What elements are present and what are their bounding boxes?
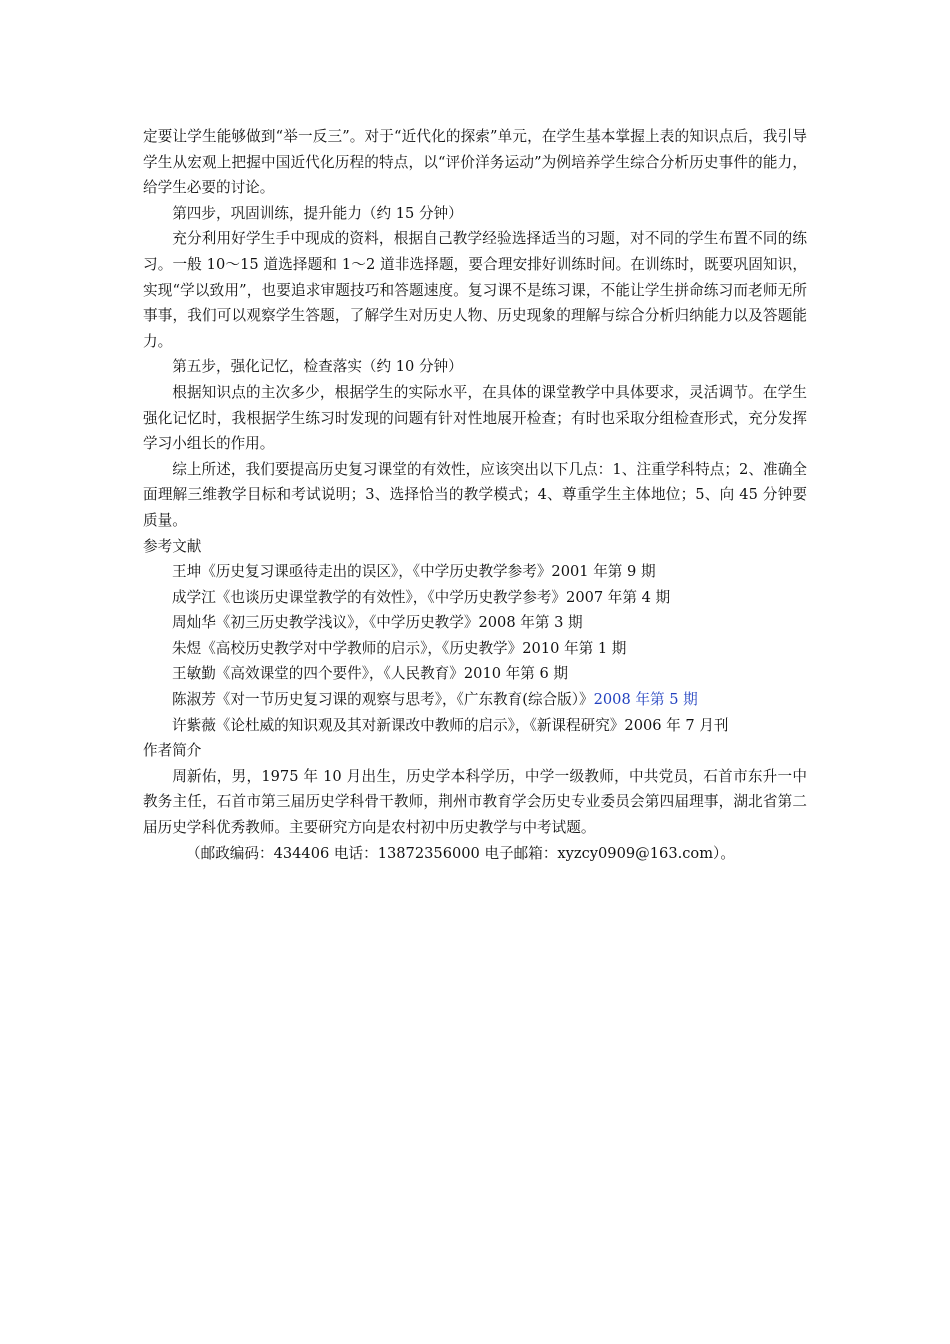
reference-item: 王坤《历史复习课亟待走出的误区》，《中学历史教学参考》2001 年第 9 期	[172, 563, 656, 581]
paragraph-intro: 定要让学生能够做到“举一反三”。对于“近代化的探索”单元，在学生基本掌握上表的知识点后，我引导学生从宏观上把握中国近代化历程的特点，以“评价洋务运动”为例培养学生综合分析历史事件的能力，给学生必要的讨论。	[143, 128, 807, 197]
reference-item-6-issue-link[interactable]: 2008 年第 5 期	[593, 691, 698, 709]
author-contact: （邮政编码：434406 电话：13872356000 电子邮箱：xyzcy0909@163.com）。	[186, 844, 735, 862]
step4-title: 第四步，巩固训练，提升能力（约 15 分钟）	[172, 204, 463, 222]
reference-item-6-text: 陈淑芳《对一节历史复习课的观察与思考》，《广东教育(综合版）》	[172, 691, 594, 709]
paragraph-step4: 充分利用好学生手中现成的资料，根据自己教学经验选择适当的习题，对不同的学生布置不同的练习。一般 10～15 道选择题和 1～2 道非选择题，要合理安排好训练时间。在训练时，既要巩固知识，实现“学以致用”，也要追求审题技巧和答题速度。复习课不是练习课，不能让学生拼命练习而老师无所事事，我们可以观察学生答题，了解学生对历史人物、历史现象的理解与综合分析归纳能力以及答题能力。	[143, 230, 807, 350]
reference-item: 朱煜《高校历史教学对中学教师的启示》，《历史教学》2010 年第 1 期	[172, 639, 627, 657]
reference-item: 周灿华《初三历史教学浅议》，《中学历史教学》2008 年第 3 期	[172, 614, 583, 632]
paragraph-step5: 根据知识点的主次多少，根据学生的实际水平，在具体的课堂教学中具体要求，灵活调节。在学生强化记忆时，我根据学生练习时发现的问题有针对性地展开检查；有时也采取分组检查形式，充分发挥学习小组长的作用。	[143, 383, 807, 453]
step5-title: 第五步，强化记忆，检查落实（约 10 分钟）	[172, 358, 463, 376]
author-bio: 周新佑，男，1975 年 10 月出生，历史学本科学历，中学一级教师，中共党员，石首市东升一中教务主任，石首市第三届历史学科骨干教师，荆州市教育学会历史专业委员会第四届理事，湖北省第二届历史学科优秀教师。主要研究方向是农村初中历史教学与中考试题。	[143, 767, 807, 837]
paragraph-summary: 综上所述，我们要提高历史复习课堂的有效性，应该突出以下几点：1、注重学科特点；2、准确全面理解三维教学目标和考试说明；3、选择恰当的教学模式；4、尊重学生主体地位；5、向 45 分钟要质量。	[143, 460, 807, 529]
document-body	[143, 124, 807, 866]
reference-item-6	[143, 687, 807, 713]
references-heading: 参考文献	[143, 537, 202, 555]
reference-item: 成学江《也谈历史课堂教学的有效性》，《中学历史教学参考》2007 年第 4 期	[172, 588, 671, 606]
reference-item: 许紫薇《论杜威的知识观及其对新课改中教师的启示》，《新课程研究》2006 年 7 月刊	[172, 716, 729, 734]
author-heading: 作者简介	[143, 742, 202, 760]
reference-item: 王敏勤《高效课堂的四个要件》，《人民教育》2010 年第 6 期	[172, 665, 568, 683]
